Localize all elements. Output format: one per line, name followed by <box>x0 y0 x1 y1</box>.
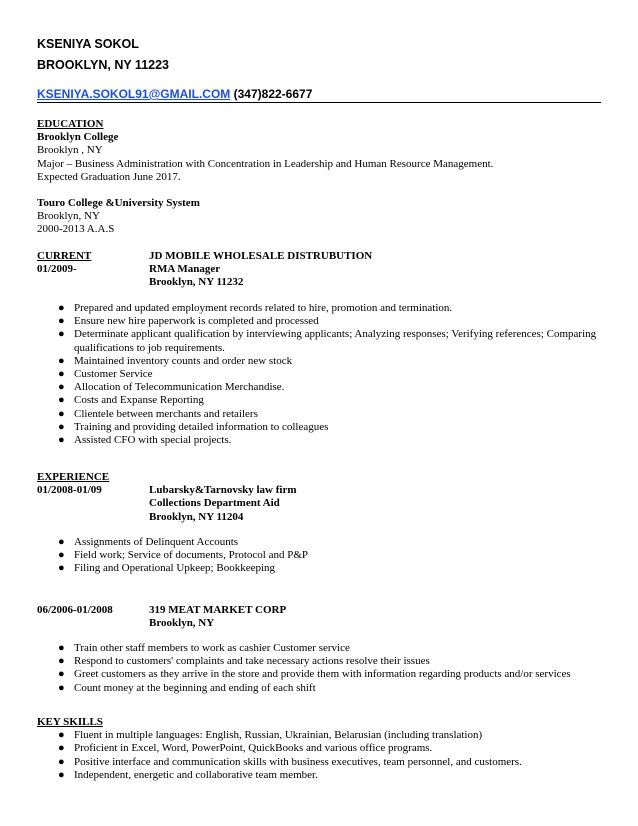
list-item: ● Greet customers as they arrive in the store and provide them with information regarding products and/or services <box>58 668 571 681</box>
job2-header <box>37 604 601 630</box>
bullet-icon: ● <box>58 768 65 781</box>
job-company: Lubarsky&Tarnovsky law firm <box>149 484 297 497</box>
list-item: ● Positive interface and communication skills with business executives, team personnel, and customers. <box>58 755 522 768</box>
list-item: ● Independent, energetic and collaborative team member. <box>58 768 318 781</box>
list-item: ● Maintained inventory counts and order new stock <box>58 354 293 367</box>
list-item: ● Count money at the beginning and ending of each shift <box>58 681 316 694</box>
list-item: ● Fluent in multiple languages: English, Russian, Ukrainian, Belarusian (including translation) <box>58 729 483 742</box>
bullet-icon: ● <box>58 536 65 548</box>
bullet-icon: ● <box>58 302 65 314</box>
education-section <box>37 118 601 237</box>
email-link[interactable]: KSENIYA.SOKOL91@GMAIL.COM <box>37 87 231 101</box>
job-company: 319 MEAT MARKET CORP <box>149 604 287 616</box>
current-role: RMA Manager <box>149 263 221 276</box>
school-location: Brooklyn , NY <box>37 144 103 157</box>
school-dates: 2000-2013 A.A.S <box>37 223 115 236</box>
list-item: ● Clientele between merchants and retailers <box>58 407 258 420</box>
bullet-icon: ● <box>58 394 65 407</box>
job-location: Brooklyn, NY 11204 <box>149 510 244 523</box>
current-company: JD MOBILE WHOLESALE DISTRUBUTION <box>149 250 373 262</box>
bullet-icon: ● <box>58 681 65 694</box>
education-heading: EDUCATION <box>37 118 104 130</box>
list-item: ● Costs and Expanse Reporting <box>58 394 204 407</box>
job2-duties <box>37 642 601 695</box>
current-dates: 01/2009- <box>37 263 77 276</box>
current-section <box>37 250 601 290</box>
job-dates: 01/2008-01/09 <box>37 484 102 497</box>
bullet-icon: ● <box>58 562 65 575</box>
list-item: ● Respond to customers' complaints and take necessary actions resolve their issues <box>58 655 430 668</box>
bullet-icon: ● <box>58 668 65 681</box>
bullet-icon: ● <box>58 354 65 367</box>
bullet-icon: ● <box>58 315 65 328</box>
bullet-icon: ● <box>58 655 65 668</box>
list-item: ● Determinate applicant qualification by interviewing applicants; Analyzing responses; Verifying references; Comparing qualifications to job requirements. <box>58 328 597 354</box>
school-location: Brooklyn, NY <box>37 210 100 223</box>
experience-heading: EXPERIENCE <box>37 471 110 483</box>
skills-heading: KEY SKILLS <box>37 716 103 728</box>
bullet-icon: ● <box>58 549 65 562</box>
school-graduation: Expected Graduation June 2017. <box>37 170 181 183</box>
skills-section <box>37 716 601 782</box>
list-item: ● Field work; Service of documents, Protocol and P&P <box>58 549 309 562</box>
job1-duties <box>37 536 601 576</box>
bullet-icon: ● <box>58 368 65 381</box>
school-name: Touro College &University System <box>37 197 200 210</box>
list-item: ● Ensure new hire paperwork is completed and processed <box>58 315 319 328</box>
bullet-icon: ● <box>58 742 65 755</box>
list-item: ● Assignments of Delinquent Accounts <box>58 536 239 548</box>
phone-number: (347)822-6677 <box>233 87 313 101</box>
bullet-icon: ● <box>58 407 65 420</box>
list-item: ● Train other staff members to work as cashier Customer service <box>58 642 350 654</box>
school-major: Major – Business Administration with Concentration in Leadership and Human Resource Management. <box>37 157 494 170</box>
bullet-icon: ● <box>58 381 65 394</box>
experience-section <box>37 471 601 524</box>
list-item: ● Assisted CFO with special projects. <box>58 434 232 447</box>
school-name: Brooklyn College <box>37 131 119 144</box>
list-item: ● Prepared and updated employment records related to hire, promotion and termination. <box>58 302 453 314</box>
job-location: Brooklyn, NY <box>149 617 215 630</box>
bullet-icon: ● <box>58 328 65 341</box>
candidate-name: KSENIYA SOKOL <box>37 37 139 51</box>
list-item: ● Proficient in Excel, Word, PowerPoint, QuickBooks and various office programs. <box>58 742 433 755</box>
bullet-icon: ● <box>58 755 65 768</box>
current-duties <box>37 302 601 447</box>
list-item: ● Training and providing detailed information to colleagues <box>58 420 329 433</box>
header-divider <box>37 102 601 103</box>
candidate-location: BROOKLYN, NY 11223 <box>37 58 170 72</box>
job-role: Collections Department Aid <box>149 497 280 510</box>
bullet-icon: ● <box>58 434 65 447</box>
contact-line <box>37 87 312 101</box>
current-heading: CURRENT <box>37 250 92 262</box>
list-item: ● Filing and Operational Upkeep; Bookkeeping <box>58 562 276 575</box>
current-location: Brooklyn, NY 11232 <box>149 276 244 289</box>
list-item: ● Allocation of Telecommunication Merchandise. <box>58 381 285 394</box>
bullet-icon: ● <box>58 420 65 433</box>
bullet-icon: ● <box>58 642 65 654</box>
list-item: ● Customer Service <box>58 368 153 381</box>
job-dates: 06/2006-01/2008 <box>37 604 113 616</box>
bullet-icon: ● <box>58 729 65 742</box>
